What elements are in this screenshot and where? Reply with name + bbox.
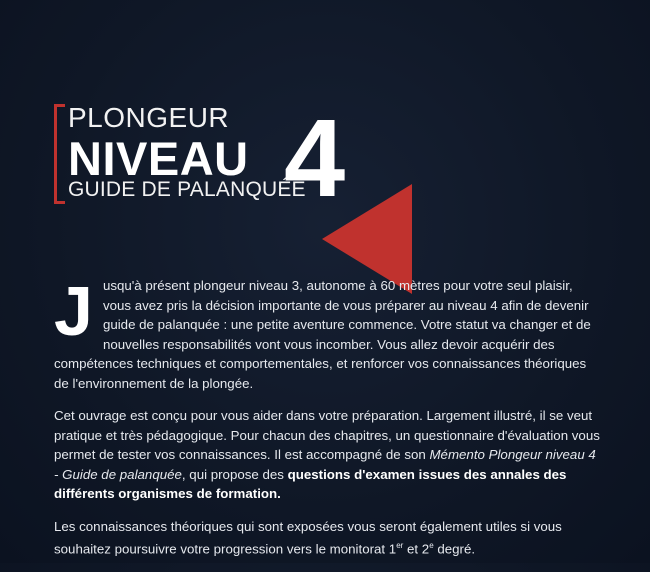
dropcap: J [54, 272, 93, 350]
p2-bold-text: questions d'examen issues des annales des différents organismes de formation [54, 466, 567, 501]
p3-sup-2: e [429, 541, 434, 550]
p2-text-2: , qui propose des [181, 466, 288, 482]
paragraph-intro-text: usqu'à présent plongeur niveau 3, autonome à 60 mètres pour votre seul plaisir, vous avez pris la décision importante de vous préparer au niveau 4 afin de devenir guide de palanquée : une petite aventure commence. Votre statut va changer et de nouvelles responsabilités vont vous incomber. Vous allez devoir acquérir des compétences techniques et comportementales, et renforcer vos connaissances théoriques de l'environnement de la plongée. [54, 278, 591, 391]
title-line-niveau: NIVEAU [68, 132, 249, 185]
p2-text-1: Cet ouvrage est conçu pour vous aider dans votre préparation. Largement illustré, il se veut pratique et très pédagogique. Pour chacun des chapitres, un questionnaire d'évaluation vous permet de tester vos connaissances. Il est accompagné de son [54, 408, 600, 462]
paragraph-intro [54, 272, 602, 393]
memento-title: Mémento Plongeur niveau 4 - Guide de palanquée [54, 447, 596, 482]
title-block [54, 96, 434, 220]
p2-end: . [277, 486, 281, 501]
paragraph-ouvrage [54, 406, 602, 504]
title-line-guide: GUIDE DE PALANQUÉE [68, 178, 306, 201]
paragraph-connaissances [54, 517, 602, 559]
p3-text-2: et 2 [403, 541, 430, 557]
p3-text-3: degré. [433, 541, 476, 557]
p3-sup-1: er [396, 541, 404, 550]
title-line-plongeur: PLONGEUR [68, 102, 230, 133]
p3-text-1: Les connaissances théoriques qui sont exposées vous seront également utiles si vous souhaitez poursuivre votre progression vers le monitorat 1 [54, 518, 562, 557]
title-number: 4 [284, 97, 346, 220]
title-bracket [54, 104, 65, 204]
body-text [54, 272, 602, 572]
